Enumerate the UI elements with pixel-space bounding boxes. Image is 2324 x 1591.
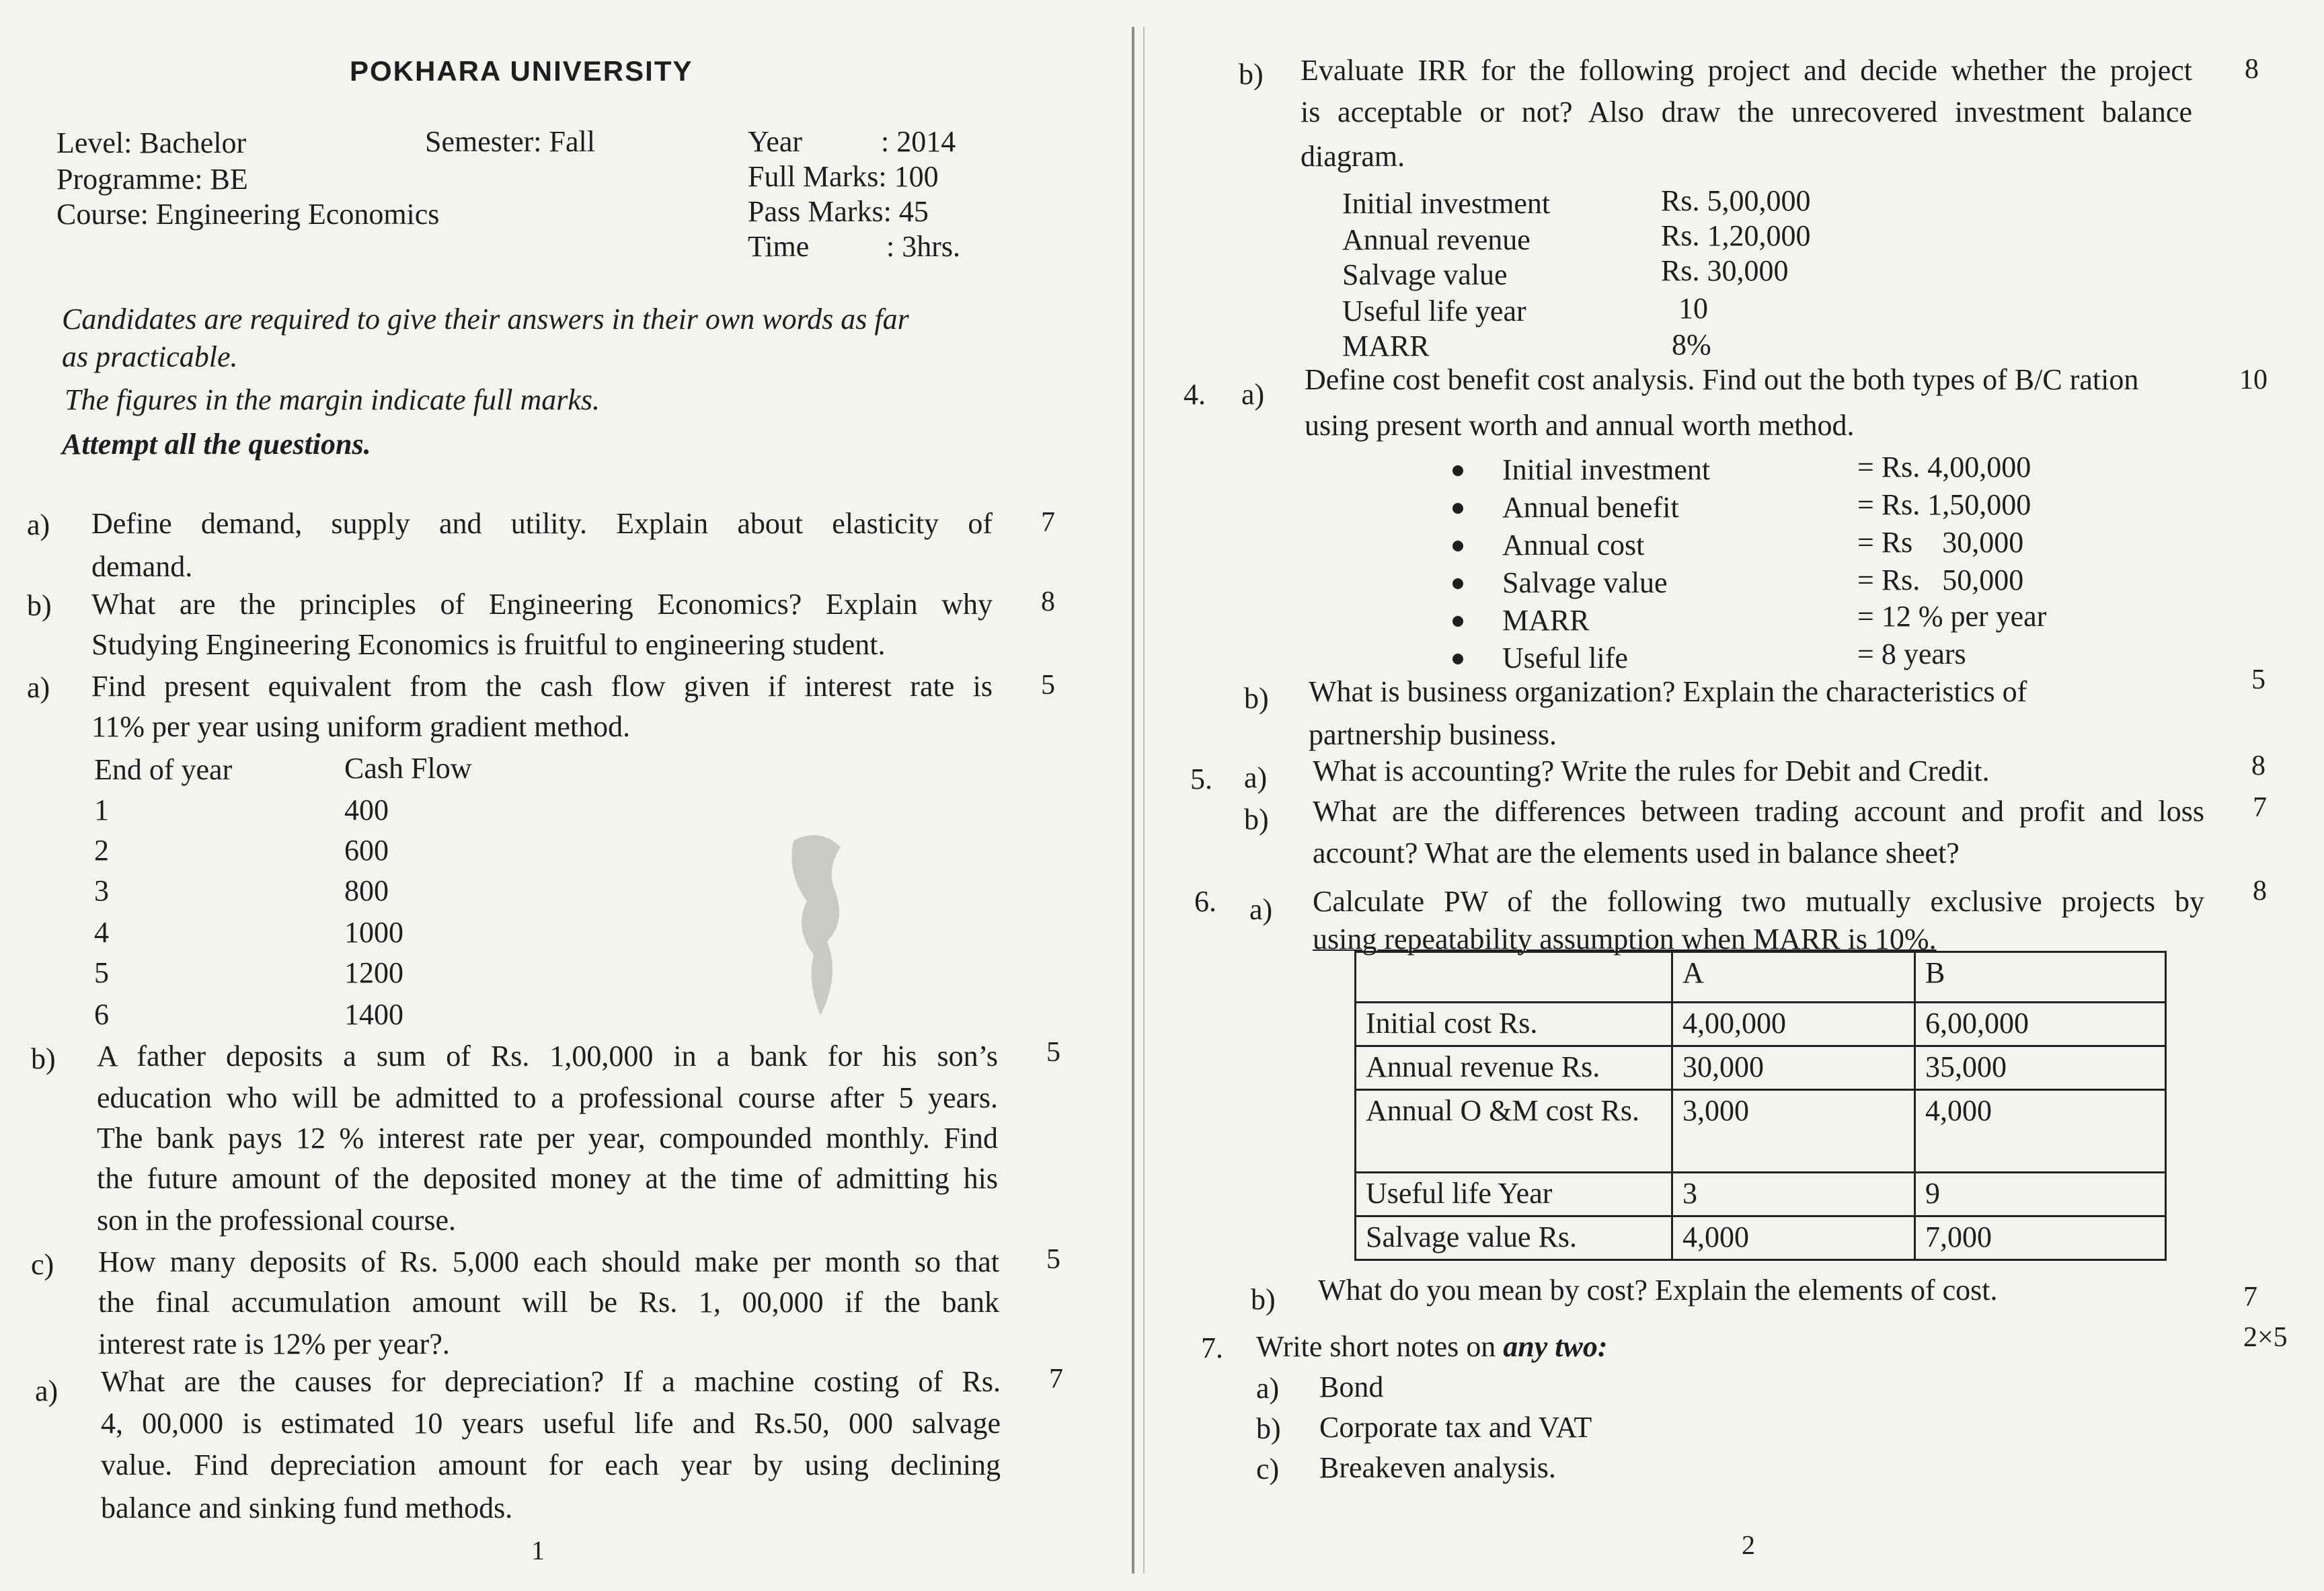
bullet-point: [1452, 465, 1463, 476]
q1a-line-2: demand.: [91, 550, 193, 583]
q6a-line-1: Calculate PW of the following two mutually exclusive projects by: [1313, 885, 2204, 918]
bc-label: Salvage value: [1502, 566, 1668, 599]
table-header-row: [1356, 952, 2166, 1003]
bullet-point: [1452, 503, 1463, 514]
q6a-line-2: using repeatability assumption when MARR is 10%.: [1313, 923, 1937, 956]
page-number-1: 1: [531, 1535, 545, 1565]
full-marks-text: Full Marks: 100: [748, 160, 939, 193]
q2c-marks: 5: [1046, 1244, 1060, 1275]
q3a-label: a): [35, 1374, 59, 1407]
q7-item-text: Corporate tax and VAT: [1319, 1411, 1592, 1444]
q2a-line-1: Find present equivalent from the cash flow given if interest rate is: [91, 670, 993, 703]
table-header-cell: B: [1915, 952, 2166, 1003]
bc-label: Initial investment: [1502, 453, 1711, 486]
table-cell-b: 7,000: [1915, 1216, 2166, 1260]
q7-number: 7.: [1201, 1331, 1223, 1364]
q5b-line-2: account? What are the elements used in balance sheet?: [1313, 837, 1960, 869]
table-cell-label: Initial cost Rs.: [1356, 1003, 1672, 1046]
q5b-marks: 7: [2253, 792, 2267, 823]
irr-value: Rs. 5,00,000: [1661, 184, 1811, 217]
pass-marks-text: Pass Marks: 45: [748, 195, 929, 228]
q4a-line-1: Define cost benefit cost analysis. Find out the both types of B/C ration: [1305, 363, 2139, 396]
cashflow-year: 2: [94, 834, 109, 867]
cashflow-year: 1: [94, 793, 109, 826]
q2b-line-1: A father deposits a sum of Rs. 1,00,000 in a bank for his son’s: [97, 1040, 998, 1073]
q2c-label: c): [31, 1248, 54, 1281]
q2b-line-2: education who will be admitted to a professional course after 5 years.: [97, 1081, 998, 1114]
q5a-marks: 8: [2251, 750, 2265, 781]
table-row: [1356, 1090, 2166, 1173]
irr-value: Rs. 30,000: [1661, 254, 1789, 287]
q2c-line-1: How many deposits of Rs. 5,000 each should make per month so that: [98, 1245, 999, 1278]
bc-value: = Rs. 4,00,000: [1857, 451, 2031, 483]
table-header-cell: A: [1672, 952, 1915, 1003]
q6b-line-1: What do you mean by cost? Explain the elements of cost.: [1318, 1274, 1998, 1307]
irr-label: MARR: [1342, 329, 1430, 362]
cashflow-header-year: End of year: [94, 753, 233, 786]
right-page: [1143, 0, 2324, 1591]
table-cell-b: 35,000: [1915, 1046, 2166, 1090]
instruction-line-3: The figures in the margin indicate full marks.: [65, 383, 601, 416]
q3b-marks: 8: [2245, 54, 2259, 85]
bc-value: = Rs 30,000: [1857, 526, 2024, 559]
q7-item-text: Bond: [1319, 1370, 1384, 1403]
bc-label: Annual cost: [1502, 529, 1645, 561]
q6b-label: b): [1251, 1283, 1276, 1316]
q7-item-text: Breakeven analysis.: [1319, 1451, 1556, 1484]
q6-number: 6.: [1194, 885, 1216, 918]
cashflow-value: 800: [344, 874, 389, 907]
irr-label: Useful life year: [1342, 295, 1526, 327]
q4b-line-2: partnership business.: [1309, 718, 1557, 751]
projects-table: [1354, 951, 2167, 1261]
bullet-point: [1452, 616, 1463, 627]
table-cell-b: 4,000: [1915, 1090, 2166, 1173]
cashflow-value: 1400: [344, 998, 403, 1031]
cashflow-year: 4: [94, 916, 109, 949]
university-title: POKHARA UNIVERSITY: [350, 55, 693, 87]
q3b-line-2: is acceptable or not? Also draw the unrecovered investment balance: [1301, 95, 2192, 128]
table-cell-label: Useful life Year: [1356, 1173, 1672, 1216]
q1b-label: b): [27, 589, 52, 622]
instruction-line-4: Attempt all the questions.: [62, 428, 371, 461]
irr-label: Salvage value: [1342, 258, 1508, 291]
cashflow-year: 6: [94, 998, 109, 1031]
q7-instruction-emphasis: any two:: [1503, 1330, 1608, 1363]
q5a-line-1: What is accounting? Write the rules for Debit and Credit.: [1313, 754, 1990, 787]
table-cell-a: 3,000: [1672, 1090, 1915, 1173]
table-row: [1356, 1173, 2166, 1216]
bc-label: Useful life: [1502, 642, 1628, 674]
table-cell-a: 4,000: [1672, 1216, 1915, 1260]
q4b-marks: 5: [2251, 664, 2265, 695]
q6b-marks: 7: [2243, 1282, 2257, 1313]
q3b-label: b): [1239, 58, 1264, 91]
table-cell-a: 30,000: [1672, 1046, 1915, 1090]
q7-item-label: c): [1256, 1452, 1280, 1485]
q5b-label: b): [1244, 803, 1269, 836]
q4b-line-1: What is business organization? Explain the characteristics of: [1309, 675, 2027, 708]
table-cell-a: 3: [1672, 1173, 1915, 1216]
irr-label: Annual revenue: [1342, 223, 1531, 256]
cashflow-year: 5: [94, 956, 109, 989]
q3a-line-4: balance and sinking fund methods.: [101, 1491, 513, 1524]
q7-marks: 2×5: [2243, 1322, 2288, 1353]
q1a-label: a): [27, 508, 50, 541]
irr-value: Rs. 1,20,000: [1661, 219, 1811, 252]
q2c-line-3: interest rate is 12% per year?.: [98, 1327, 450, 1360]
table-row: [1356, 1046, 2166, 1090]
q3b-line-3: diagram.: [1301, 140, 1405, 173]
instruction-line-1: Candidates are required to give their answers in their own words as far: [62, 303, 909, 336]
cashflow-value: 1200: [344, 956, 403, 989]
q4a-marks: 10: [2239, 364, 2268, 395]
table-cell-b: 9: [1915, 1173, 2166, 1216]
cashflow-header-flow: Cash Flow: [344, 752, 472, 785]
q7-instruction: [1256, 1327, 1608, 1366]
q3a-line-2: 4, 00,000 is estimated 10 years useful life and Rs.50, 000 salvage: [101, 1407, 1001, 1440]
irr-label: Initial investment: [1342, 187, 1551, 220]
q6a-marks: 8: [2253, 876, 2267, 906]
page-number-2: 2: [1742, 1530, 1755, 1560]
time-value: : 3hrs.: [886, 230, 960, 263]
q2b-label: b): [31, 1042, 56, 1075]
q5b-line-1: What are the differences between trading account and profit and loss: [1313, 795, 2204, 828]
q7-instruction-text: Write short notes on: [1256, 1330, 1504, 1363]
bc-value: = Rs. 1,50,000: [1857, 488, 2031, 521]
q5-number: 5.: [1190, 763, 1212, 796]
q1b-marks: 8: [1041, 586, 1055, 617]
q4a-label: a): [1241, 378, 1265, 411]
level-text: Level: Bachelor: [56, 126, 247, 159]
cashflow-year: 3: [94, 874, 109, 907]
q4b-label: b): [1244, 682, 1269, 715]
q4a-line-2: using present worth and annual worth method.: [1305, 409, 1855, 442]
bullet-point: [1452, 654, 1463, 664]
programme-text: Programme: BE: [56, 163, 248, 196]
irr-value: 10: [1678, 292, 1708, 325]
q2b-line-3: The bank pays 12 % interest rate per year, compounded monthly. Find: [97, 1122, 998, 1155]
q6a-label: a): [1249, 893, 1273, 926]
table-cell-b: 6,00,000: [1915, 1003, 2166, 1046]
year-value: : 2014: [881, 125, 956, 158]
q3a-line-1: What are the causes for depreciation? If a machine costing of Rs.: [101, 1365, 1001, 1398]
q3b-line-1: Evaluate IRR for the following project and decide whether the project: [1301, 54, 2192, 87]
table-row: [1356, 1216, 2166, 1260]
q2a-marks: 5: [1041, 670, 1055, 701]
cashflow-value: 600: [344, 834, 389, 867]
q7-item-label: b): [1256, 1412, 1281, 1445]
left-page: [0, 0, 1136, 1591]
bc-value: = 12 % per year: [1857, 600, 2047, 633]
q2b-line-5: son in the professional course.: [97, 1204, 456, 1237]
q2b-marks: 5: [1046, 1037, 1060, 1068]
bc-value: = Rs. 50,000: [1857, 564, 2024, 596]
table-cell-a: 4,00,000: [1672, 1003, 1915, 1046]
q7-item-label: a): [1256, 1372, 1280, 1405]
year-label: Year: [748, 125, 803, 158]
table-header-cell: [1356, 952, 1672, 1003]
q2b-line-4: the future amount of the deposited money at the time of admitting his: [97, 1162, 998, 1195]
q3a-line-3: value. Find depreciation amount for each year by using declining: [101, 1448, 1001, 1481]
q2a-line-2: 11% per year using uniform gradient method.: [91, 710, 631, 743]
irr-value: 8%: [1672, 328, 1711, 361]
q1b-line-1: What are the principles of Engineering Economics? Explain why: [91, 588, 993, 621]
q1b-line-2: Studying Engineering Economics is fruitful to engineering student.: [91, 628, 886, 661]
q1a-line-1: Define demand, supply and utility. Explain about elasticity of: [91, 507, 993, 540]
instruction-line-2: as practicable.: [62, 340, 238, 373]
table-cell-label: Annual O &M cost Rs.: [1356, 1090, 1672, 1173]
table-cell-label: Salvage value Rs.: [1356, 1216, 1672, 1260]
bullet-point: [1452, 578, 1463, 589]
q5a-label: a): [1244, 761, 1268, 794]
q2c-line-2: the final accumulation amount will be Rs. 1, 00,000 if the bank: [98, 1286, 999, 1319]
time-label: Time: [748, 230, 810, 263]
cashflow-value: 1000: [344, 916, 403, 949]
cashflow-value: 400: [344, 793, 389, 826]
q4-number: 4.: [1184, 378, 1206, 411]
bc-label: Annual benefit: [1502, 491, 1679, 524]
ink-smudge: [780, 827, 854, 1029]
bc-label: MARR: [1502, 604, 1590, 637]
q3a-marks: 7: [1049, 1364, 1063, 1395]
bc-value: = 8 years: [1857, 637, 1966, 670]
bullet-point: [1452, 541, 1463, 551]
q1a-marks: 7: [1041, 507, 1055, 538]
table-cell-label: Annual revenue Rs.: [1356, 1046, 1672, 1090]
semester-text: Semester: Fall: [425, 125, 595, 158]
q2a-label: a): [27, 671, 50, 704]
table-row: [1356, 1003, 2166, 1046]
course-text: Course: Engineering Economics: [56, 198, 440, 231]
